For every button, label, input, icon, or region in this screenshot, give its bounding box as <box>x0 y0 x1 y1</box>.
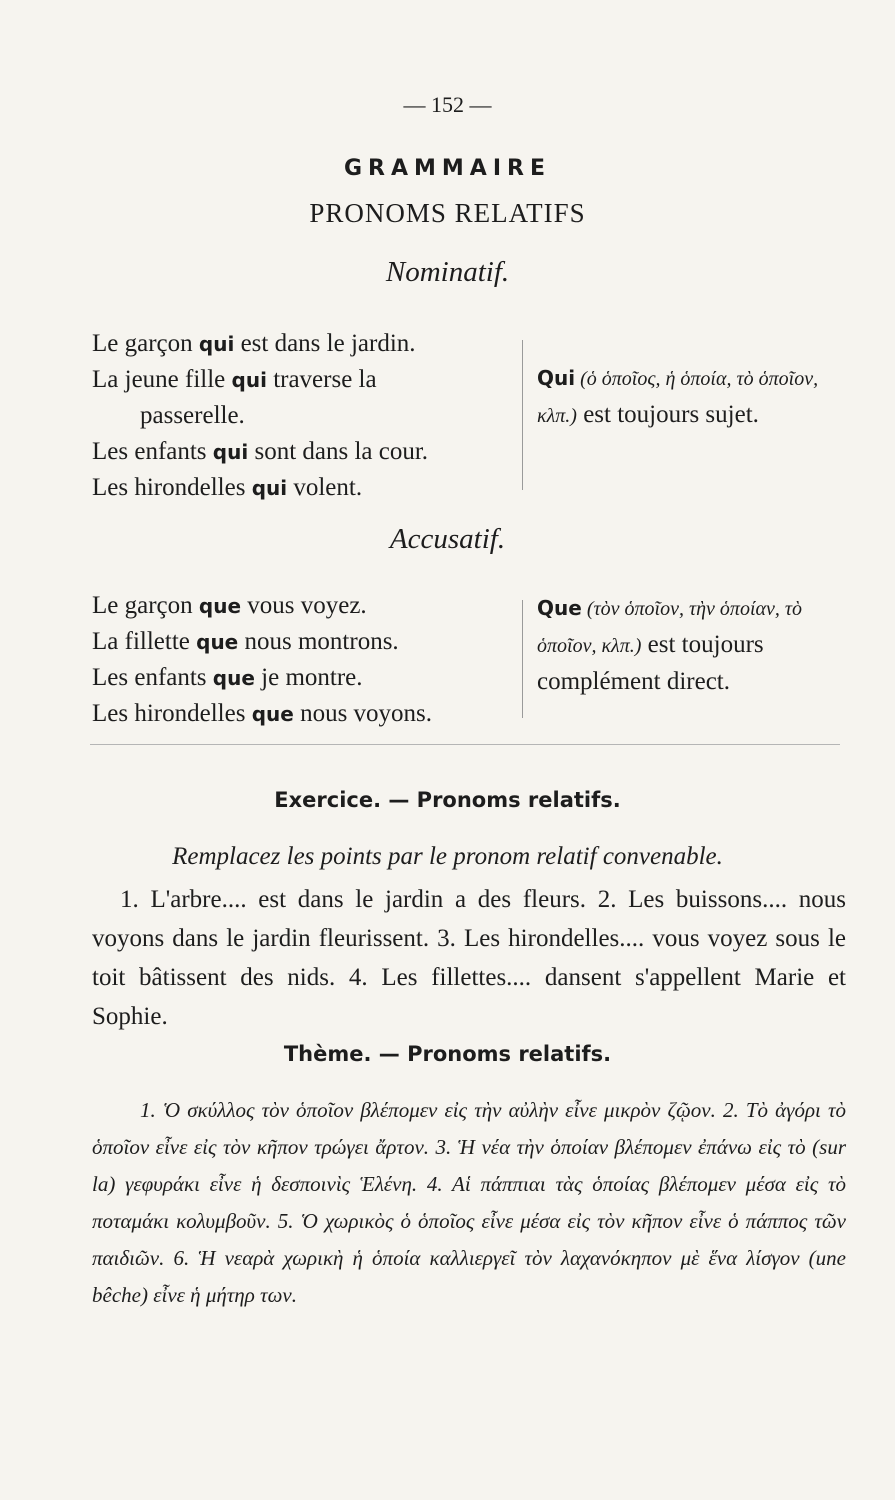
keyword: Que <box>537 596 582 620</box>
column-divider <box>522 600 523 718</box>
nominatif-examples <box>92 326 524 506</box>
page-number: — 152 — <box>403 92 492 117</box>
keyword: qui <box>212 440 249 464</box>
exercise-instruction: Remplacez les points par le pronom relatif convenable. <box>172 843 723 870</box>
example-line: Le garçon que vous voyez. <box>92 592 367 619</box>
keyword: qui <box>198 332 235 356</box>
example-line: Les hirondelles qui volent. <box>92 474 363 501</box>
keyword: Qui <box>537 366 576 390</box>
keyword: que <box>198 594 242 618</box>
chapter-heading: GRAMMAIRE <box>344 156 551 181</box>
example-line: passerelle. <box>140 402 245 429</box>
exercise-text <box>92 880 846 1036</box>
nominatif-heading: Nominatif. <box>385 256 510 288</box>
accusatif-heading: Accusatif. <box>389 523 506 555</box>
keyword: qui <box>251 476 288 500</box>
section-divider <box>90 744 840 745</box>
example-line: La fillette que nous montrons. <box>92 628 399 655</box>
keyword: que <box>251 702 294 726</box>
greek-gloss: (ὁ ὁποῖος, ἡ ὁποία, τὸ ὁποῖον, κλπ.) <box>537 368 819 427</box>
theme-text <box>92 1092 846 1314</box>
theme-paragraph: 1. Ὁ σκύλλος τὸν ὁποῖον βλέπομεν εἰς τὴν αὐλὴν εἶνε μικρὸν ζῷον. 2. Τὸ ἀγόρι τὸ ὁποῖον εἶνε εἰς τὸν κῆπον τρώγει ἄρτον. 3. Ἡ νέα τὴν ὁποίαν βλέπομεν ἐπάνω εἰς τὸ (sur la) γεφυράκι εἶνε ἡ δεσποινὶς Ἑλένη. 4. Αἱ πάππιαι τὰς ὁποίας βλέπομεν μέσα εἰς τὸ ποταμάκι κολυμβοῦν. 5. Ὁ χωρικὸς ὁ ὁποῖος εἶνε μέσα εἰς τὸν κῆπον εἶνε ὁ πάππος τῶν παιδιῶν. 6. Ἡ νεαρὰ χωρικὴ ἡ ὁποία καλλιεργεῖ τὸν λαχανόκηπον μὲ ἕνα λίσγον (une bêche) εἶνε ἡ μήτηρ των. <box>92 1098 846 1307</box>
exercise-paragraph: 1. L'arbre.... est dans le jardin a des fleurs. 2. Les buissons.... nous voyons dans le jardin fleurissent. 3. Les hirondelles.... vous voyez sous le toit bâtissent des nids. 4. Les fillettes.... dansent s'appellent Marie et Sophie. <box>92 886 846 1030</box>
example-line: Les enfants que je montre. <box>92 664 363 691</box>
exercise-heading: Exercice. — Pronoms relatifs. <box>274 788 621 812</box>
accusatif-examples <box>92 588 524 732</box>
keyword: que <box>212 666 255 690</box>
example-line: La jeune fille qui traverse la <box>92 366 377 393</box>
column-divider <box>522 340 523 490</box>
accusatif-note: Que (τὸν ὁποῖον, τὴν ὁποίαν, τὸ ὁποῖον, κλπ.) est toujours complément direct. <box>537 596 803 695</box>
example-line: Le garçon qui est dans le jardin. <box>92 330 416 357</box>
keyword: qui <box>231 368 267 392</box>
example-line: Les enfants qui sont dans la cour. <box>92 438 429 465</box>
greek-gloss: (τὸν ὁποῖον, τὴν ὁποίαν, τὸ ὁποῖον, κλπ.) <box>537 598 803 657</box>
theme-heading: Thème. — Pronoms relatifs. <box>283 1042 612 1066</box>
nominatif-note: Qui (ὁ ὁποῖος, ἡ ὁποία, τὸ ὁποῖον, κλπ.) est toujours sujet. <box>537 366 819 428</box>
keyword: que <box>196 630 239 654</box>
example-line: Les hirondelles que nous voyons. <box>92 700 433 727</box>
section-title: PRONOMS RELATIFS <box>309 198 586 228</box>
